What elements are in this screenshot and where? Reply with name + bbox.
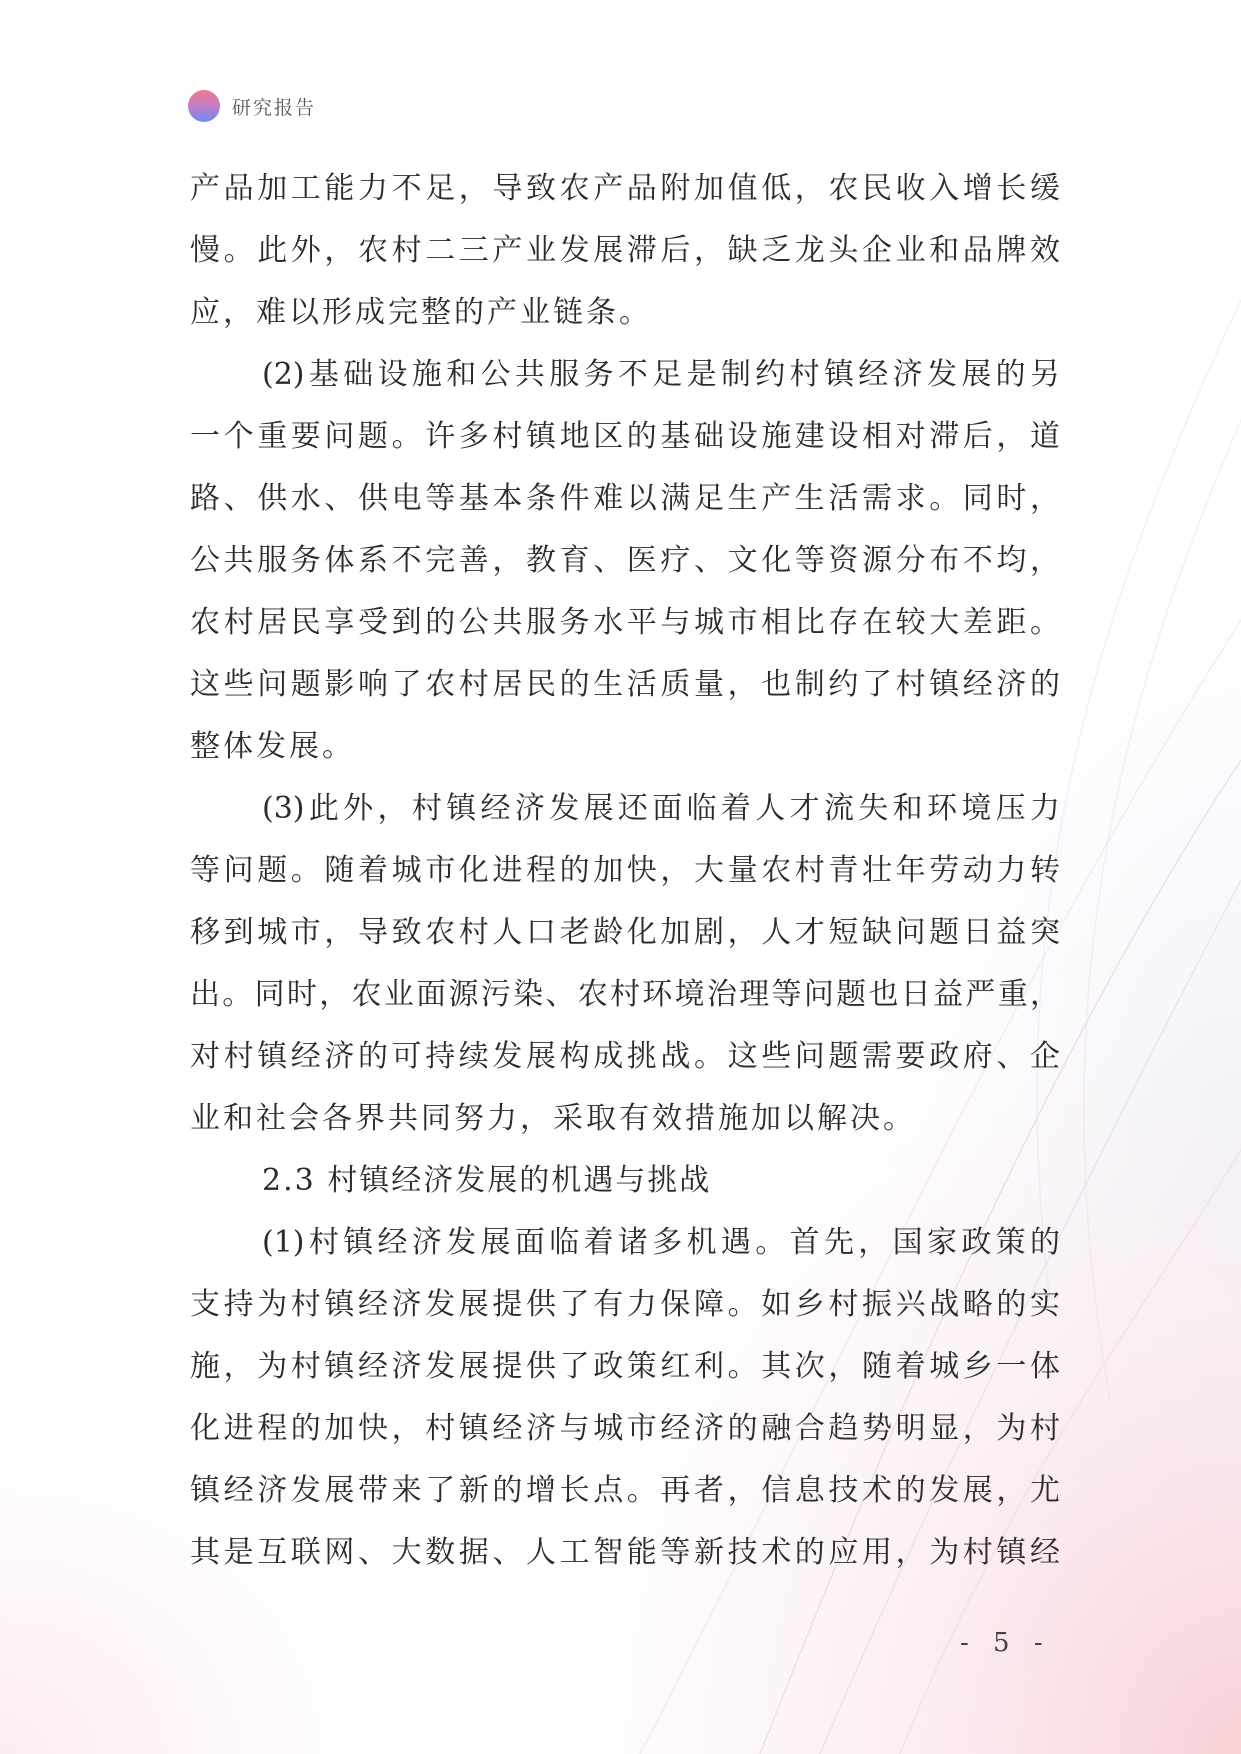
body-line: (3)此外，村镇经济发展还面临着人才流失和环境压力 (262, 791, 1060, 826)
body-line: 移到城市，导致农村人口老龄化加剧，人才短缺问题日益突 (190, 915, 1060, 950)
page-number: - 5 - (960, 1628, 1051, 1658)
body-line: 一个重要问题。许多村镇地区的基础设施建设相对滞后，道 (190, 419, 1060, 454)
body-line: 农村居民享受到的公共服务水平与城市相比存在较大差距。 (190, 605, 1060, 640)
body-line: (2)基础设施和公共服务不足是制约村镇经济发展的另 (262, 357, 1060, 392)
body-line: 应，难以形成完整的产业链条。 (190, 295, 652, 330)
document-body (190, 158, 1060, 1584)
body-line: 对村镇经济的可持续发展构成挑战。这些问题需要政府、企 (190, 1039, 1060, 1074)
section-heading: 2.3 村镇经济发展的机遇与挑战 (262, 1163, 712, 1198)
body-line: 产品加工能力不足，导致农产品附加值低，农民收入增长缓 (190, 171, 1060, 206)
body-line: 路、供水、供电等基本条件难以满足生产生活需求。同时， (190, 481, 1060, 516)
logo-circle-icon (188, 90, 220, 122)
body-line: 出。同时，农业面源污染、农村环境治理等问题也日益严重， (190, 977, 1060, 1012)
body-line: 其是互联网、大数据、人工智能等新技术的应用，为村镇经 (190, 1535, 1060, 1570)
body-line: 支持为村镇经济发展提供了有力保障。如乡村振兴战略的实 (190, 1287, 1060, 1322)
body-line: 公共服务体系不完善，教育、医疗、文化等资源分布不均， (190, 543, 1060, 578)
header-title: 研究报告 (232, 96, 317, 119)
body-line: 等问题。随着城市化进程的加快，大量农村青壮年劳动力转 (190, 853, 1060, 888)
body-line: 这些问题影响了农村居民的生活质量，也制约了村镇经济的 (190, 667, 1060, 702)
body-line: (1)村镇经济发展面临着诸多机遇。首先，国家政策的 (262, 1225, 1060, 1260)
body-line: 镇经济发展带来了新的增长点。再者，信息技术的发展，尤 (190, 1473, 1060, 1508)
report-header (188, 90, 316, 122)
body-line: 慢。此外，农村二三产业发展滞后，缺乏龙头企业和品牌效 (190, 233, 1060, 268)
body-line: 施，为村镇经济发展提供了政策红利。其次，随着城乡一体 (190, 1349, 1060, 1384)
body-line: 整体发展。 (190, 729, 355, 764)
body-line: 化进程的加快，村镇经济与城市经济的融合趋势明显，为村 (190, 1411, 1060, 1446)
body-line: 业和社会各界共同努力，采取有效措施加以解决。 (190, 1101, 916, 1136)
